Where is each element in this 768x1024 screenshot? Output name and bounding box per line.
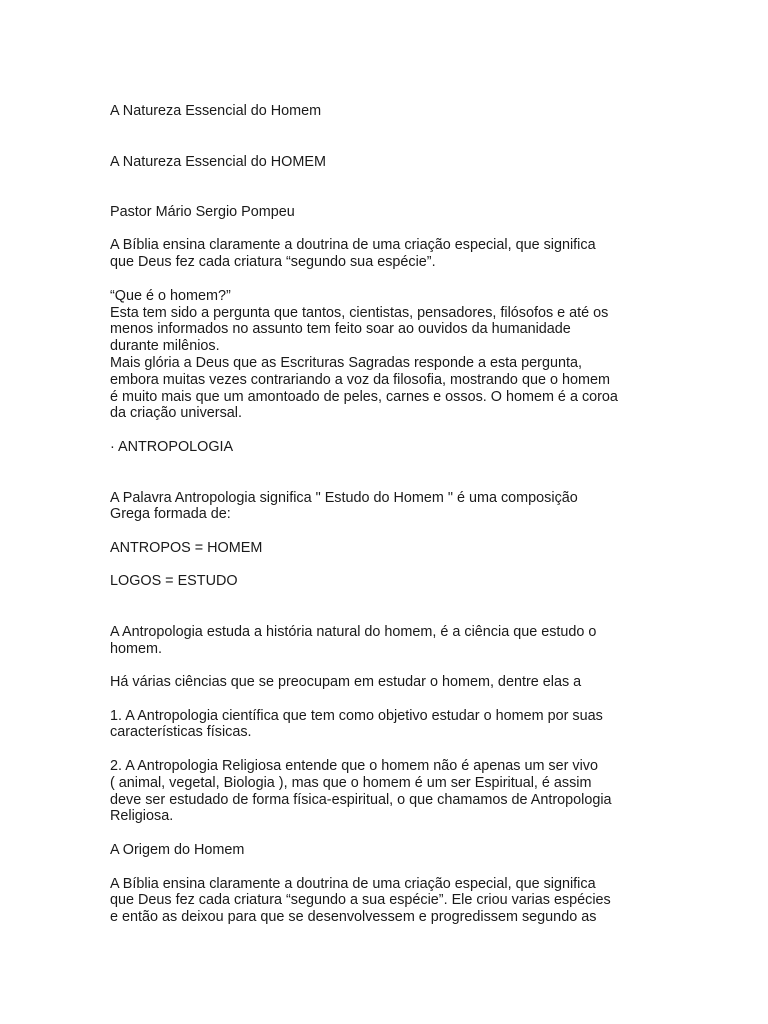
- list-item-2: deve ser estudado de forma física-espiritual, o que chamamos de Antropologia: [110, 792, 612, 808]
- answer-line: durante milênios.: [110, 338, 220, 354]
- main-title: A Natureza Essencial do HOMEM: [110, 154, 326, 170]
- origem-heading: A Origem do Homem: [110, 842, 245, 858]
- list-item-2: Religiosa.: [110, 808, 174, 824]
- section-heading-antropologia: · ANTROPOLOGIA: [110, 439, 234, 455]
- list-item-2: 2. A Antropologia Religiosa entende que o homem não é apenas um ser vivo: [110, 758, 599, 774]
- origem-line: e então as deixou para que se desenvolvessem e progredissem segundo as: [110, 909, 597, 925]
- author-line: Pastor Mário Sergio Pompeu: [110, 204, 295, 220]
- list-item-1: características físicas.: [110, 724, 252, 740]
- list-item-2: ( animal, vegetal, Biologia ), mas que o homem é um ser Espiritual, é assim: [110, 775, 592, 791]
- palavra-line: Grega formada de:: [110, 506, 231, 522]
- estuda-line: homem.: [110, 641, 162, 657]
- list-item-1: 1. A Antropologia científica que tem como objetivo estudar o homem por suas: [110, 708, 603, 724]
- antropos-definition: ANTROPOS = HOMEM: [110, 540, 263, 556]
- intro-line: A Bíblia ensina claramente a doutrina de uma criação especial, que significa: [110, 237, 596, 253]
- answer-line: embora muitas vezes contrariando a voz da filosofia, mostrando que o homem: [110, 372, 610, 388]
- ciencias-line: Há várias ciências que se preocupam em estudar o homem, dentre elas a: [110, 674, 582, 690]
- answer-line: é muito mais que um amontoado de peles, carnes e ossos. O homem é a coroa: [110, 389, 618, 405]
- answer-line: menos informados no assunto tem feito soar ao ouvidos da humanidade: [110, 321, 571, 337]
- answer-line: Esta tem sido a pergunta que tantos, cientistas, pensadores, filósofos e até os: [110, 305, 609, 321]
- logos-definition: LOGOS = ESTUDO: [110, 573, 238, 589]
- answer-line: da criação universal.: [110, 405, 242, 421]
- origem-line: que Deus fez cada criatura “segundo a sua espécie”. Ele criou varias espécies: [110, 892, 611, 908]
- origem-line: A Bíblia ensina claramente a doutrina de uma criação especial, que significa: [110, 876, 596, 892]
- intro-line: que Deus fez cada criatura “segundo sua espécie”.: [110, 254, 436, 270]
- palavra-line: A Palavra Antropologia significa " Estudo do Homem " é uma composição: [110, 490, 578, 506]
- estuda-line: A Antropologia estuda a história natural do homem, é a ciência que estudo o: [110, 624, 597, 640]
- question-line: “Que é o homem?”: [110, 288, 231, 304]
- answer-line: Mais glória a Deus que as Escrituras Sagradas responde a esta pergunta,: [110, 355, 582, 371]
- header-title: A Natureza Essencial do Homem: [110, 103, 322, 119]
